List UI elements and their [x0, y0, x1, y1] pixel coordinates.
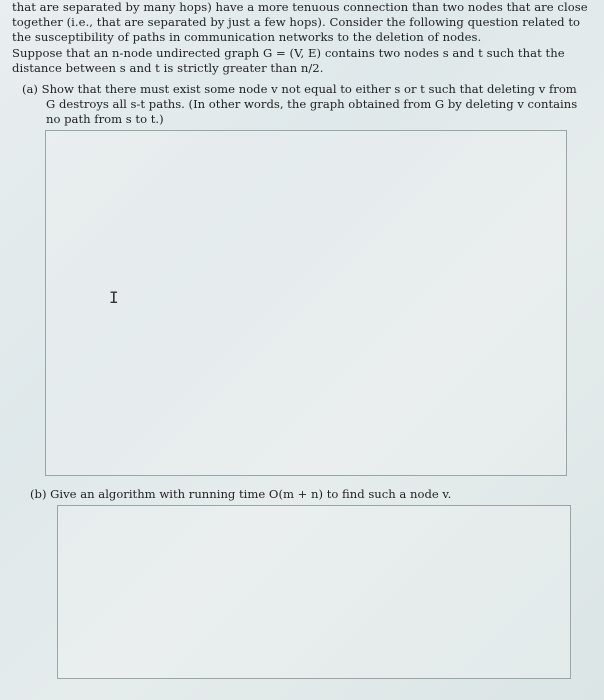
part-a-answer-box[interactable] — [45, 130, 567, 476]
problem-intro — [12, 0, 592, 76]
intro-line-4: Suppose that an n-node undirected graph G = (V, E) contains two nodes s and t such that the — [12, 45, 565, 60]
part-a-line-3: no path from s to t.) — [46, 112, 164, 127]
part-a-line-1: (a) Show that there must exist some node v not equal to either s or t such that deleting v from — [22, 82, 577, 96]
intro-line-3: the susceptibility of paths in communication networks to the deletion of nodes. — [12, 30, 482, 45]
part-b-question: (b) Give an algorithm with running time O(m + n) to find such a node v. — [30, 487, 452, 501]
intro-line-5: distance between s and t is strictly greater than n/2. — [12, 60, 324, 75]
intro-line-2: together (i.e., that are separated by just a few hops). Consider the following question related to — [12, 15, 581, 30]
part-a-question — [22, 82, 582, 128]
part-a-line-2: G destroys all s-t paths. (In other words, the graph obtained from G by deleting v contains — [46, 97, 578, 112]
part-b-answer-box[interactable] — [57, 505, 571, 679]
intro-line-1: that are separated by many hops) have a more tenuous connection than two nodes that are close — [12, 0, 588, 14]
text-cursor-icon: I — [109, 288, 119, 307]
